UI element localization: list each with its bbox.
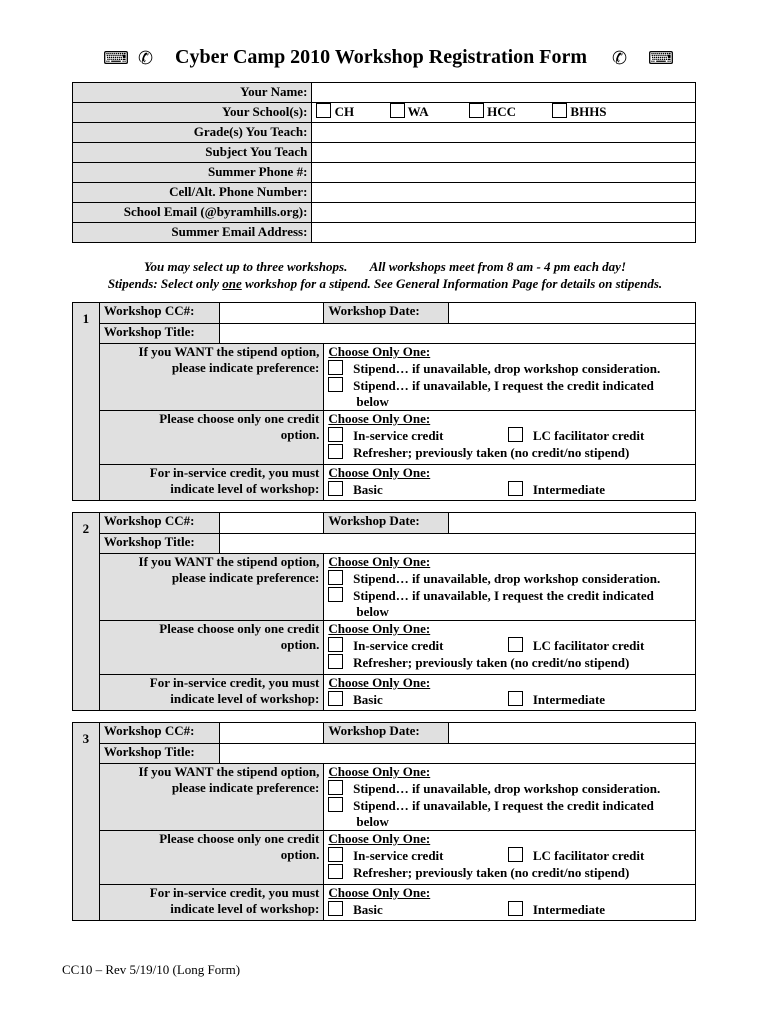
school-email-field[interactable] [312,203,696,223]
credit-options [324,831,696,885]
credit-question-line: Please choose only one credit [159,831,320,846]
mouse-icon: ✆ [138,48,154,69]
workshop-date-field[interactable] [449,513,696,534]
credit-options [324,621,696,675]
credit-question-line: Please choose only one credit [159,411,320,426]
subject-label: Subject You Teach [73,143,312,163]
stipend-drop-label: Stipend… if unavailable, drop workshop consideration. [353,361,661,376]
workshop-cc-field[interactable] [219,513,324,534]
inservice-credit-checkbox[interactable] [328,847,343,862]
workshop-number: 1 [73,303,100,501]
workshop-block-1 [72,302,696,501]
basic-level-checkbox[interactable] [328,691,343,706]
refresher-checkbox[interactable] [328,864,343,879]
summer-phone-label: Summer Phone #: [73,163,312,183]
stipend-options [324,344,696,411]
credit-options [324,411,696,465]
level-question-line: indicate level of workshop: [170,481,320,496]
workshop-cc-label: Workshop CC#: [99,513,219,534]
credit-question [99,831,324,885]
grades-field[interactable] [312,123,696,143]
stipend-credit-checkbox[interactable] [328,377,343,392]
choose-one-label: Choose Only One: [328,675,431,690]
workshop-title-field[interactable] [219,324,695,344]
stipend-question [99,764,324,831]
personal-info-table [72,82,696,243]
choose-one-label: Choose Only One: [328,554,431,569]
stipend-question-line: If you WANT the stipend option, [138,554,320,569]
credit-question-line: option. [280,427,320,442]
intermediate-level-label: Intermediate [532,482,606,497]
choose-one-label: Choose Only One: [328,344,431,359]
workshop-date-field[interactable] [449,303,696,324]
choose-one-label: Choose Only One: [328,621,431,636]
stipend-credit-label: Stipend… if unavailable, I request the credit indicated [353,378,654,393]
workshop-number: 2 [73,513,100,711]
stipend-drop-checkbox[interactable] [328,780,343,795]
workshop-title-field[interactable] [219,744,695,764]
footer-revision: CC10 – Rev 5/19/10 (Long Form) [62,962,241,977]
school-email-label: School Email (@byramhills.org): [73,203,312,223]
level-question [99,885,324,921]
intermediate-level-label: Intermediate [532,692,606,707]
inservice-credit-label: In-service credit [353,638,444,653]
stipend-drop-label: Stipend… if unavailable, drop workshop consideration. [353,571,661,586]
refresher-label: Refresher; previously taken (no credit/no stipend) [353,865,630,880]
cell-phone-label: Cell/Alt. Phone Number: [73,183,312,203]
stipend-credit-label-cont: below [356,604,389,619]
stipend-drop-checkbox[interactable] [328,360,343,375]
inservice-credit-checkbox[interactable] [328,427,343,442]
stipend-question-line: please indicate preference: [171,360,320,375]
refresher-label: Refresher; previously taken (no credit/no stipend) [353,655,630,670]
lc-facilitator-label: LC facilitator credit [532,638,645,653]
stipend-drop-label: Stipend… if unavailable, drop workshop consideration. [353,781,661,796]
summer-email-label: Summer Email Address: [73,223,312,243]
intermediate-level-checkbox[interactable] [508,691,523,706]
workshop-date-label: Workshop Date: [324,303,449,324]
level-options [324,885,696,921]
basic-level-label: Basic [353,482,383,497]
summer-phone-field[interactable] [312,163,696,183]
inservice-credit-label: In-service credit [353,848,444,863]
name-field[interactable] [312,83,696,103]
workshop-number: 3 [73,723,100,921]
school-option-label: BHHS [570,104,607,119]
credit-question-line: option. [280,637,320,652]
workshop-block-2 [72,512,696,711]
lc-facilitator-checkbox[interactable] [508,637,523,652]
level-options [324,465,696,501]
credit-question [99,621,324,675]
level-question [99,675,324,711]
basic-level-checkbox[interactable] [328,901,343,916]
workshop-limit-note: You may select up to three workshops. [144,259,348,274]
stipend-credit-label: Stipend… if unavailable, I request the credit indicated [353,798,654,813]
stipend-note [0,275,770,292]
lc-facilitator-checkbox[interactable] [508,847,523,862]
credit-question [99,411,324,465]
level-question-line: indicate level of workshop: [170,691,320,706]
school-bhhs-checkbox[interactable] [552,103,567,118]
school-options [312,103,696,123]
cell-phone-field[interactable] [312,183,696,203]
workshop-cc-label: Workshop CC#: [99,303,219,324]
keyboard-icon: ⌨ [103,48,129,69]
stipend-options [324,554,696,621]
workshop-date-label: Workshop Date: [324,723,449,744]
basic-level-label: Basic [353,902,383,917]
mouse-icon: ✆ [612,48,628,69]
choose-one-label: Choose Only One: [328,885,431,900]
intermediate-level-checkbox[interactable] [508,901,523,916]
intermediate-level-checkbox[interactable] [508,481,523,496]
schedule-note: All workshops meet from 8 am - 4 pm each day! [369,259,626,274]
school-wa-checkbox[interactable] [390,103,405,118]
refresher-checkbox[interactable] [328,654,343,669]
stipend-question [99,554,324,621]
stipend-credit-label-cont: below [356,814,389,829]
stipend-question-line: If you WANT the stipend option, [138,344,320,359]
stipend-question-line: If you WANT the stipend option, [138,764,320,779]
choose-one-label: Choose Only One: [328,831,431,846]
level-question-line: indicate level of workshop: [170,901,320,916]
credit-question-line: option. [280,847,320,862]
school-label: Your School(s): [73,103,312,123]
school-option-label: WA [407,104,429,119]
workshop-title-label: Workshop Title: [99,534,219,554]
school-option-label: HCC [487,104,517,119]
stipend-credit-checkbox[interactable] [328,797,343,812]
instructions [0,258,770,292]
lc-facilitator-checkbox[interactable] [508,427,523,442]
level-question-line: For in-service credit, you must [149,675,320,690]
stipend-credit-checkbox[interactable] [328,587,343,602]
level-options [324,675,696,711]
choose-one-label: Choose Only One: [328,411,431,426]
stipend-note-pre: Stipends: Select only [107,276,223,291]
stipend-drop-checkbox[interactable] [328,570,343,585]
workshop-cc-field[interactable] [219,303,324,324]
stipend-question-line: please indicate preference: [171,780,320,795]
school-hcc-checkbox[interactable] [469,103,484,118]
school-option-label: CH [334,104,355,119]
intermediate-level-label: Intermediate [532,902,606,917]
stipend-note-emphasis: one [222,276,242,291]
lc-facilitator-label: LC facilitator credit [532,428,645,443]
workshop-title-label: Workshop Title: [99,324,219,344]
refresher-label: Refresher; previously taken (no credit/no stipend) [353,445,630,460]
keyboard-icon: ⌨ [648,48,674,69]
inservice-credit-checkbox[interactable] [328,637,343,652]
summer-email-field[interactable] [312,223,696,243]
level-question-line: For in-service credit, you must [149,885,320,900]
workshop-date-field[interactable] [449,723,696,744]
grades-label: Grade(s) You Teach: [73,123,312,143]
choose-one-label: Choose Only One: [328,764,431,779]
title-row [0,44,770,76]
stipend-credit-label: Stipend… if unavailable, I request the credit indicated [353,588,654,603]
page-title: Cyber Camp 2010 Workshop Registration Form [175,46,588,68]
subject-field[interactable] [312,143,696,163]
stipend-question [99,344,324,411]
credit-question-line: Please choose only one credit [159,621,320,636]
basic-level-label: Basic [353,692,383,707]
workshop-title-label: Workshop Title: [99,744,219,764]
level-question-line: For in-service credit, you must [149,465,320,480]
refresher-checkbox[interactable] [328,444,343,459]
name-label: Your Name: [73,83,312,103]
school-ch-checkbox[interactable] [316,103,331,118]
workshop-cc-field[interactable] [219,723,324,744]
workshop-date-label: Workshop Date: [324,513,449,534]
inservice-credit-label: In-service credit [353,428,444,443]
workshop-cc-label: Workshop CC#: [99,723,219,744]
level-question [99,465,324,501]
workshop-title-field[interactable] [219,534,695,554]
basic-level-checkbox[interactable] [328,481,343,496]
choose-one-label: Choose Only One: [328,465,431,480]
stipend-options [324,764,696,831]
stipend-note-post: workshop for a stipend. See General Information Page for details on stipends. [241,276,663,291]
stipend-question-line: please indicate preference: [171,570,320,585]
lc-facilitator-label: LC facilitator credit [532,848,645,863]
stipend-credit-label-cont: below [356,394,389,409]
workshop-block-3 [72,722,696,921]
